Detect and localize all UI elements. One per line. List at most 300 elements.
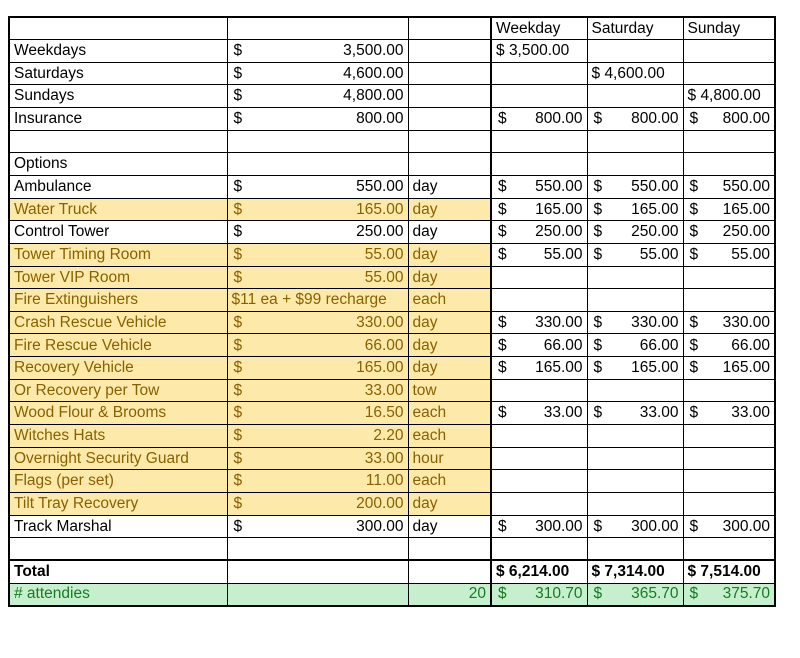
currency-value: 66.00 <box>639 336 679 354</box>
unit-cell[interactable]: each <box>408 289 491 312</box>
currency-symbol: $ <box>498 223 507 241</box>
currency-wrap <box>232 405 404 421</box>
amount-cell[interactable] <box>227 538 408 561</box>
currency-wrap <box>688 519 771 535</box>
weekday-cell[interactable] <box>491 334 587 357</box>
amount-cell[interactable] <box>227 334 408 357</box>
unit-cell[interactable]: day <box>408 515 491 538</box>
sunday-cell[interactable] <box>683 379 775 402</box>
weekday-cell[interactable] <box>491 402 587 425</box>
currency-symbol: $ <box>233 359 243 377</box>
currency-symbol: $ <box>593 223 603 241</box>
currency-wrap <box>496 247 583 263</box>
amount-cell[interactable] <box>227 108 408 131</box>
currency-wrap <box>232 428 404 444</box>
sunday-cell[interactable] <box>683 85 775 108</box>
header-cell[interactable] <box>227 17 408 40</box>
currency-wrap <box>592 338 679 354</box>
currency-symbol: $ <box>689 404 699 422</box>
currency-symbol: $ <box>233 42 243 60</box>
weekday-cell[interactable] <box>491 40 587 63</box>
row-label[interactable]: Or Recovery per Tow <box>9 379 227 402</box>
currency-symbol: $ <box>593 200 603 218</box>
header-saturday[interactable]: Saturday <box>587 17 683 40</box>
currency-symbol: $ <box>498 336 507 354</box>
weekday-cell[interactable] <box>491 492 587 515</box>
currency-value: 165.00 <box>535 359 583 377</box>
currency-symbol: $ <box>689 359 699 377</box>
currency-symbol: $ <box>233 178 243 196</box>
saturday-cell[interactable] <box>587 85 683 108</box>
weekday-cell[interactable] <box>491 470 587 493</box>
amount-cell[interactable] <box>227 198 408 221</box>
sunday-cell[interactable] <box>683 198 775 221</box>
currency-value: 3,500.00 <box>508 42 570 60</box>
table-row <box>9 266 775 289</box>
currency-symbol: $ <box>593 313 603 331</box>
sunday-cell[interactable] <box>683 425 775 448</box>
unit-cell[interactable]: tow <box>408 379 491 402</box>
amount-cell[interactable] <box>227 311 408 334</box>
attendees-row <box>9 583 775 606</box>
sunday-cell[interactable] <box>683 492 775 515</box>
sunday-cell[interactable] <box>683 538 775 561</box>
currency-symbol: $ <box>498 359 507 377</box>
currency-value: 550.00 <box>356 178 404 196</box>
amount-cell[interactable] <box>227 153 408 176</box>
currency-wrap <box>592 247 679 263</box>
attendees-label[interactable]: # attendies <box>9 583 227 606</box>
currency-wrap <box>232 202 404 218</box>
sunday-cell[interactable] <box>683 357 775 380</box>
saturday-cell[interactable] <box>587 515 683 538</box>
sunday-cell[interactable] <box>683 153 775 176</box>
amount-cell[interactable] <box>227 266 408 289</box>
row-label[interactable]: Sundays <box>9 85 227 108</box>
currency-value: 165.00 <box>535 200 583 218</box>
table-row <box>9 130 775 153</box>
currency-symbol: $ <box>498 404 507 422</box>
unit-cell[interactable]: day <box>408 243 491 266</box>
unit-cell[interactable]: day <box>408 357 491 380</box>
currency-value: 800.00 <box>631 110 679 128</box>
amount-cell[interactable] <box>227 492 408 515</box>
attendees-weekday[interactable] <box>491 583 587 606</box>
amount-cell[interactable] <box>227 470 408 493</box>
currency-wrap <box>688 202 771 218</box>
currency-value: 310.70 <box>535 585 583 603</box>
total-weekday[interactable]: $ 6,214.00 <box>491 560 587 583</box>
table-row <box>9 515 775 538</box>
sunday-cell[interactable] <box>683 515 775 538</box>
currency-value: 4,800.00 <box>343 87 404 105</box>
currency-symbol: $ <box>233 245 243 263</box>
table-row <box>9 175 775 198</box>
currency-wrap <box>232 315 404 331</box>
currency-value: 550.00 <box>722 178 770 196</box>
currency-symbol: $ <box>689 245 699 263</box>
total-row <box>9 560 775 583</box>
header-row <box>9 17 775 40</box>
row-label[interactable]: Water Truck <box>9 198 227 221</box>
unit-cell[interactable]: each <box>408 425 491 448</box>
row-label[interactable]: Options <box>9 153 227 176</box>
currency-symbol: $ <box>233 449 243 467</box>
currency-wrap <box>496 202 583 218</box>
currency-wrap <box>592 179 679 195</box>
currency-wrap <box>496 179 583 195</box>
currency-symbol: $ <box>593 585 603 603</box>
currency-value: 365.70 <box>631 585 679 603</box>
currency-wrap <box>592 360 679 376</box>
attendees-sunday[interactable] <box>683 583 775 606</box>
saturday-cell[interactable] <box>587 40 683 63</box>
currency-value: 4,600.00 <box>604 64 665 82</box>
saturday-cell[interactable] <box>587 62 683 85</box>
row-label[interactable]: Flags (per set) <box>9 470 227 493</box>
currency-value: 800.00 <box>535 110 583 128</box>
currency-wrap <box>232 451 404 467</box>
weekday-cell[interactable] <box>491 198 587 221</box>
currency-value: 33.00 <box>731 404 770 422</box>
unit-cell[interactable]: day <box>408 311 491 334</box>
weekday-cell[interactable] <box>491 447 587 470</box>
currency-symbol: $ <box>233 200 243 218</box>
row-label[interactable] <box>9 538 227 561</box>
sunday-cell[interactable] <box>683 175 775 198</box>
amount-cell[interactable] <box>227 40 408 63</box>
saturday-cell[interactable] <box>587 130 683 153</box>
attendees-count[interactable]: 20 <box>408 583 491 606</box>
currency-wrap <box>688 360 771 376</box>
header-sunday[interactable]: Sunday <box>683 17 775 40</box>
sunday-cell[interactable] <box>683 108 775 131</box>
amount-cell[interactable] <box>227 175 408 198</box>
sunday-cell[interactable] <box>683 447 775 470</box>
row-label[interactable]: Fire Extinguishers <box>9 289 227 312</box>
total-saturday[interactable]: $ 7,314.00 <box>587 560 683 583</box>
table-row <box>9 379 775 402</box>
currency-symbol: $ <box>687 87 697 105</box>
currency-symbol: $ <box>593 404 603 422</box>
currency-value: 55.00 <box>543 245 583 263</box>
weekday-cell[interactable] <box>491 379 587 402</box>
currency-wrap <box>688 224 771 240</box>
row-label[interactable]: Tilt Tray Recovery <box>9 492 227 515</box>
header-cell[interactable] <box>408 17 491 40</box>
amount-cell[interactable] <box>227 379 408 402</box>
currency-symbol: $ <box>233 336 243 354</box>
currency-value: 550.00 <box>535 178 583 196</box>
currency-wrap <box>688 247 771 263</box>
row-label[interactable]: Wood Flour & Brooms <box>9 402 227 425</box>
currency-wrap <box>232 270 404 286</box>
weekday-cell[interactable] <box>491 357 587 380</box>
currency-symbol: $ <box>233 110 243 128</box>
currency-value: 250.00 <box>535 223 583 241</box>
currency-value: 4,600.00 <box>343 64 404 82</box>
unit-cell[interactable]: each <box>408 402 491 425</box>
empty-cell[interactable] <box>227 560 408 583</box>
row-label[interactable]: Crash Rescue Vehicle <box>9 311 227 334</box>
row-label[interactable]: Track Marshal <box>9 515 227 538</box>
currency-value: 200.00 <box>356 495 404 513</box>
currency-value: 165.00 <box>722 200 770 218</box>
weekday-cell[interactable] <box>491 130 587 153</box>
unit-cell[interactable] <box>408 62 491 85</box>
table-row <box>9 221 775 244</box>
amount-cell[interactable] <box>227 221 408 244</box>
currency-wrap <box>688 405 771 421</box>
currency-symbol: $ <box>233 268 243 286</box>
saturday-cell[interactable] <box>587 357 683 380</box>
currency-value: 165.00 <box>722 359 770 377</box>
currency-symbol: $ <box>233 223 243 241</box>
currency-value: 800.00 <box>722 110 770 128</box>
sunday-cell[interactable] <box>683 221 775 244</box>
currency-value: 300.00 <box>722 517 770 535</box>
weekday-cell[interactable] <box>491 108 587 131</box>
total-sunday[interactable]: $ 7,514.00 <box>683 560 775 583</box>
weekday-cell[interactable] <box>491 311 587 334</box>
sunday-cell[interactable] <box>683 334 775 357</box>
currency-symbol: $ <box>498 200 507 218</box>
sunday-cell[interactable] <box>683 311 775 334</box>
currency-value: 250.00 <box>631 223 679 241</box>
currency-wrap <box>232 111 404 127</box>
currency-symbol: $ <box>496 42 505 60</box>
saturday-cell[interactable] <box>587 538 683 561</box>
row-label[interactable] <box>9 130 227 153</box>
saturday-cell[interactable] <box>587 266 683 289</box>
currency-symbol: $ <box>689 200 699 218</box>
currency-wrap <box>688 315 771 331</box>
currency-symbol: $ <box>593 178 603 196</box>
currency-wrap <box>232 519 404 535</box>
currency-symbol: $ <box>689 178 699 196</box>
row-label[interactable]: Saturdays <box>9 62 227 85</box>
currency-value: 300.00 <box>535 517 583 535</box>
unit-cell[interactable]: day <box>408 334 491 357</box>
amount-cell[interactable] <box>227 425 408 448</box>
currency-value: 165.00 <box>356 200 404 218</box>
currency-wrap <box>592 519 679 535</box>
unit-cell[interactable] <box>408 85 491 108</box>
saturday-cell[interactable] <box>587 289 683 312</box>
empty-cell[interactable] <box>227 583 408 606</box>
weekday-cell[interactable] <box>491 62 587 85</box>
currency-symbol: $ <box>498 585 507 603</box>
currency-value: 55.00 <box>364 268 404 286</box>
currency-value: 800.00 <box>356 110 404 128</box>
currency-wrap <box>496 405 583 421</box>
currency-value: 2.20 <box>373 427 404 445</box>
currency-wrap <box>496 519 583 535</box>
weekday-cell[interactable] <box>491 85 587 108</box>
currency-wrap <box>592 111 679 127</box>
saturday-cell[interactable] <box>587 175 683 198</box>
currency-value: 300.00 <box>356 517 404 535</box>
empty-cell[interactable] <box>408 560 491 583</box>
amount-cell[interactable] <box>227 447 408 470</box>
currency-wrap <box>688 111 771 127</box>
row-label[interactable]: Recovery Vehicle <box>9 357 227 380</box>
saturday-cell[interactable] <box>587 198 683 221</box>
currency-wrap <box>232 247 404 263</box>
currency-value: 55.00 <box>731 245 770 263</box>
currency-symbol: $ <box>233 87 243 105</box>
unit-cell[interactable]: hour <box>408 447 491 470</box>
amount-cell[interactable] <box>227 402 408 425</box>
currency-wrap <box>232 179 404 195</box>
weekday-cell[interactable] <box>491 425 587 448</box>
saturday-cell[interactable] <box>587 425 683 448</box>
currency-wrap <box>496 224 583 240</box>
saturday-cell[interactable] <box>587 153 683 176</box>
table-row <box>9 198 775 221</box>
row-label[interactable]: Tower Timing Room <box>9 243 227 266</box>
amount-cell[interactable] <box>227 62 408 85</box>
amount-cell[interactable] <box>227 515 408 538</box>
sunday-cell[interactable] <box>683 266 775 289</box>
row-label[interactable]: Ambulance <box>9 175 227 198</box>
currency-value: 4,800.00 <box>700 87 761 105</box>
saturday-cell[interactable] <box>587 243 683 266</box>
row-label[interactable]: Tower VIP Room <box>9 266 227 289</box>
amount-cell[interactable]: $11 ea + $99 recharge <box>227 289 408 312</box>
amount-cell[interactable] <box>227 357 408 380</box>
sunday-cell[interactable] <box>683 62 775 85</box>
currency-symbol: $ <box>591 64 601 82</box>
sunday-cell[interactable] <box>683 243 775 266</box>
currency-wrap <box>232 383 404 399</box>
currency-wrap <box>496 338 583 354</box>
unit-cell[interactable] <box>408 40 491 63</box>
currency-wrap <box>232 66 404 82</box>
attendees-saturday[interactable] <box>587 583 683 606</box>
saturday-cell[interactable] <box>587 311 683 334</box>
weekday-cell[interactable] <box>491 289 587 312</box>
sunday-cell[interactable] <box>683 130 775 153</box>
amount-cell[interactable] <box>227 130 408 153</box>
header-cell[interactable] <box>9 17 227 40</box>
currency-wrap <box>688 586 771 602</box>
currency-symbol: $ <box>233 313 243 331</box>
currency-value: 165.00 <box>631 359 679 377</box>
unit-cell[interactable] <box>408 538 491 561</box>
currency-wrap <box>232 338 404 354</box>
currency-wrap <box>592 224 679 240</box>
table-row <box>9 538 775 561</box>
saturday-cell[interactable] <box>587 379 683 402</box>
sunday-cell[interactable] <box>683 402 775 425</box>
currency-symbol: $ <box>593 359 603 377</box>
currency-value: 33.00 <box>364 381 404 399</box>
currency-value: 55.00 <box>639 245 679 263</box>
cost-spreadsheet <box>8 16 776 607</box>
currency-value: 16.50 <box>364 404 404 422</box>
currency-symbol: $ <box>498 178 507 196</box>
unit-cell[interactable]: day <box>408 198 491 221</box>
currency-value: 55.00 <box>364 245 404 263</box>
currency-symbol: $ <box>233 472 243 490</box>
saturday-cell[interactable] <box>587 108 683 131</box>
currency-symbol: $ <box>233 495 243 513</box>
row-label[interactable]: Witches Hats <box>9 425 227 448</box>
currency-value: 11.00 <box>365 472 404 490</box>
currency-symbol: $ <box>233 64 243 82</box>
weekday-cell[interactable] <box>491 153 587 176</box>
saturday-cell[interactable] <box>587 221 683 244</box>
currency-value: 66.00 <box>364 336 404 354</box>
sunday-cell[interactable] <box>683 40 775 63</box>
table-row <box>9 492 775 515</box>
weekday-cell[interactable] <box>491 538 587 561</box>
currency-symbol: $ <box>498 245 507 263</box>
saturday-cell[interactable] <box>587 402 683 425</box>
weekday-cell[interactable] <box>491 221 587 244</box>
table-row <box>9 40 775 63</box>
row-label[interactable]: Weekdays <box>9 40 227 63</box>
currency-wrap <box>592 202 679 218</box>
currency-value: 300.00 <box>631 517 679 535</box>
saturday-cell[interactable] <box>587 334 683 357</box>
saturday-cell[interactable] <box>587 470 683 493</box>
currency-symbol: $ <box>498 313 507 331</box>
weekday-cell[interactable] <box>491 266 587 289</box>
currency-value: 250.00 <box>356 223 404 241</box>
currency-wrap <box>496 360 583 376</box>
row-label[interactable]: Overnight Security Guard <box>9 447 227 470</box>
total-label[interactable]: Total <box>9 560 227 583</box>
sunday-cell[interactable] <box>683 289 775 312</box>
amount-cell[interactable] <box>227 243 408 266</box>
saturday-cell[interactable] <box>587 492 683 515</box>
currency-value: 375.70 <box>722 585 770 603</box>
weekday-cell[interactable] <box>491 515 587 538</box>
unit-cell[interactable] <box>408 108 491 131</box>
currency-symbol: $ <box>498 110 507 128</box>
currency-wrap <box>496 586 583 602</box>
currency-value: 66.00 <box>543 336 583 354</box>
sunday-cell[interactable] <box>683 470 775 493</box>
unit-cell[interactable]: each <box>408 470 491 493</box>
currency-symbol: $ <box>689 313 699 331</box>
row-label[interactable]: Insurance <box>9 108 227 131</box>
currency-wrap <box>232 360 404 376</box>
row-label[interactable]: Fire Rescue Vehicle <box>9 334 227 357</box>
unit-cell[interactable]: day <box>408 175 491 198</box>
currency-symbol: $ <box>233 427 243 445</box>
row-label[interactable]: Control Tower <box>9 221 227 244</box>
unit-cell[interactable] <box>408 130 491 153</box>
weekday-cell[interactable] <box>491 243 587 266</box>
unit-cell[interactable] <box>408 153 491 176</box>
currency-wrap <box>232 473 404 489</box>
table-row <box>9 85 775 108</box>
header-weekday[interactable]: Weekday <box>491 17 587 40</box>
weekday-cell[interactable] <box>491 175 587 198</box>
unit-cell[interactable]: day <box>408 266 491 289</box>
currency-value: 165.00 <box>631 200 679 218</box>
currency-symbol: $ <box>233 517 243 535</box>
currency-symbol: $ <box>689 517 699 535</box>
saturday-cell[interactable] <box>587 447 683 470</box>
unit-cell[interactable]: day <box>408 492 491 515</box>
unit-cell[interactable]: day <box>408 221 491 244</box>
amount-cell[interactable] <box>227 85 408 108</box>
table-row <box>9 357 775 380</box>
